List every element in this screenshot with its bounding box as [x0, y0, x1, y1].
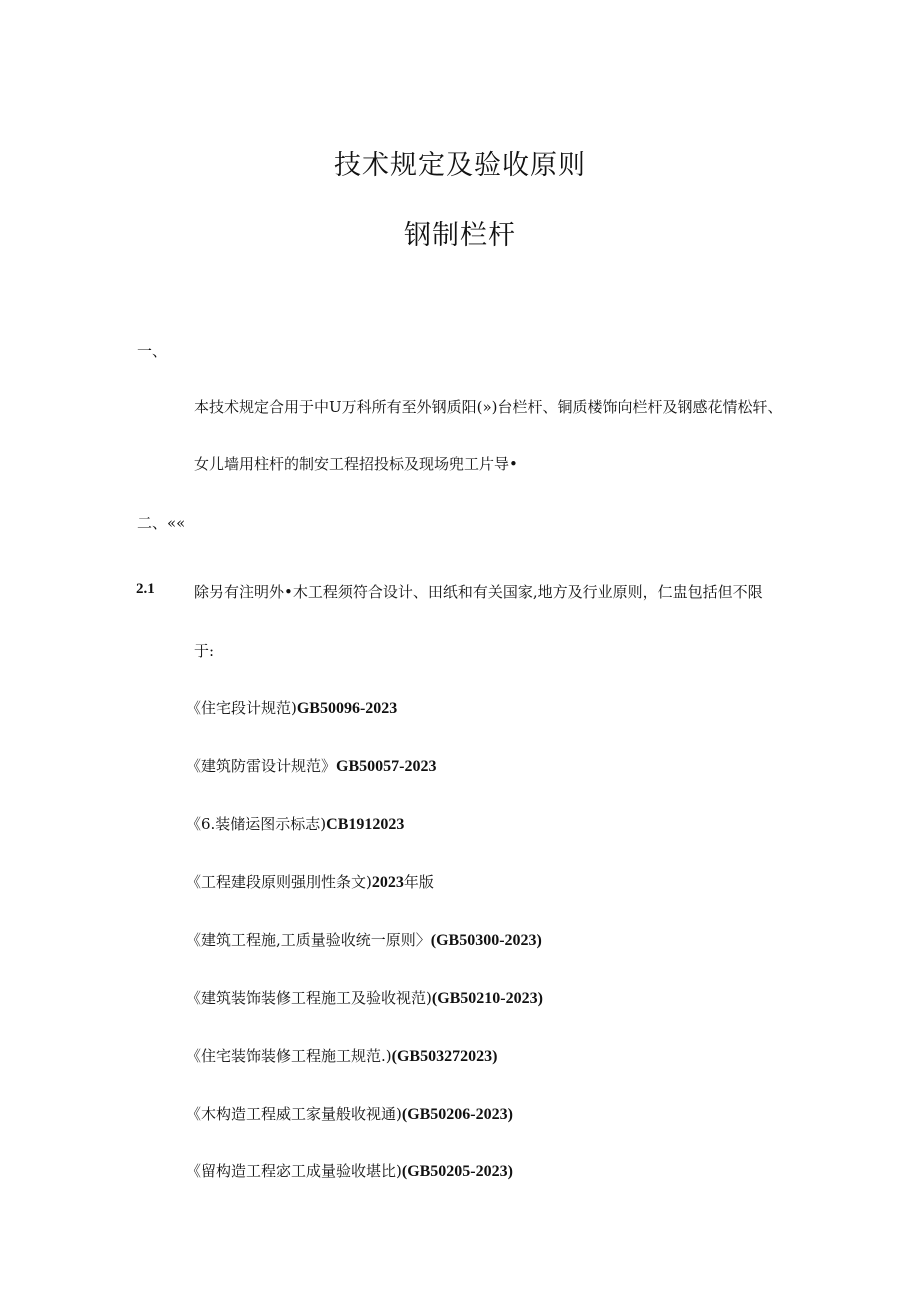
reference-name: 《建筑装饰装修工程施工及验收视范)	[186, 989, 432, 1007]
reference-item	[186, 697, 397, 718]
reference-code: (GB503272023)	[391, 1048, 498, 1065]
reference-code: CB1912023	[326, 816, 405, 833]
reference-code: (GB50206-2023)	[401, 1106, 513, 1123]
reference-item	[186, 755, 436, 776]
reference-name: 《工程建段原则强刖性条文)	[186, 873, 372, 891]
reference-item	[186, 1045, 497, 1066]
reference-name: 《6.装储运图示标志)	[186, 815, 327, 833]
clause-number: 2.1	[136, 581, 155, 597]
clause-line-2: 于:	[194, 642, 215, 660]
reference-name: 《住宅装饰装修工程施工规范.)	[186, 1047, 392, 1065]
reference-name: 《住宅段计规范)	[186, 699, 297, 717]
reference-code: 2023	[371, 874, 404, 891]
document-subtitle: 钢制栏杆	[404, 220, 516, 251]
reference-suffix: 年版	[403, 873, 434, 891]
reference-code: GB50057-2023	[336, 758, 437, 775]
clause-line-1: 除另有注明外•木工程须符合设计、田纸和有关国家,地方及行业原则，仁盅包括但不限	[194, 583, 763, 601]
reference-code: (GB50205-2023)	[401, 1163, 513, 1180]
reference-name: 《建筑工程施,工质量验收统一原则〉	[186, 931, 431, 949]
document-title: 技术规定及验收原则	[334, 150, 586, 181]
reference-name: 《木构造工程威工家量般收视通)	[186, 1105, 402, 1123]
section-2-heading: 二、««	[137, 514, 186, 532]
reference-name: 《留构造工程宓工成量验收堪比)	[186, 1162, 402, 1180]
reference-item	[186, 813, 404, 834]
reference-code: GB50096-2023	[296, 700, 398, 717]
reference-code: (GB50300-2023)	[430, 932, 542, 949]
reference-item	[186, 871, 434, 892]
reference-code: (GB50210-2023)	[431, 990, 543, 1007]
reference-item	[186, 1103, 513, 1124]
reference-item	[186, 1160, 513, 1181]
section-1-heading: 一、	[137, 342, 168, 360]
reference-item	[186, 987, 543, 1008]
section-1-line-2: 女儿墙用柱杆的制安工程招投标及现场兜工片导•	[194, 455, 518, 473]
reference-name: 《建筑防雷设计规范》	[186, 757, 337, 775]
reference-item	[186, 929, 542, 950]
section-1-line-1: 本技术规定合用于中U万科所有至外钢质阳(»)台栏杆、铜质楼饰向栏杆及钢感花情松轩、	[194, 398, 783, 416]
